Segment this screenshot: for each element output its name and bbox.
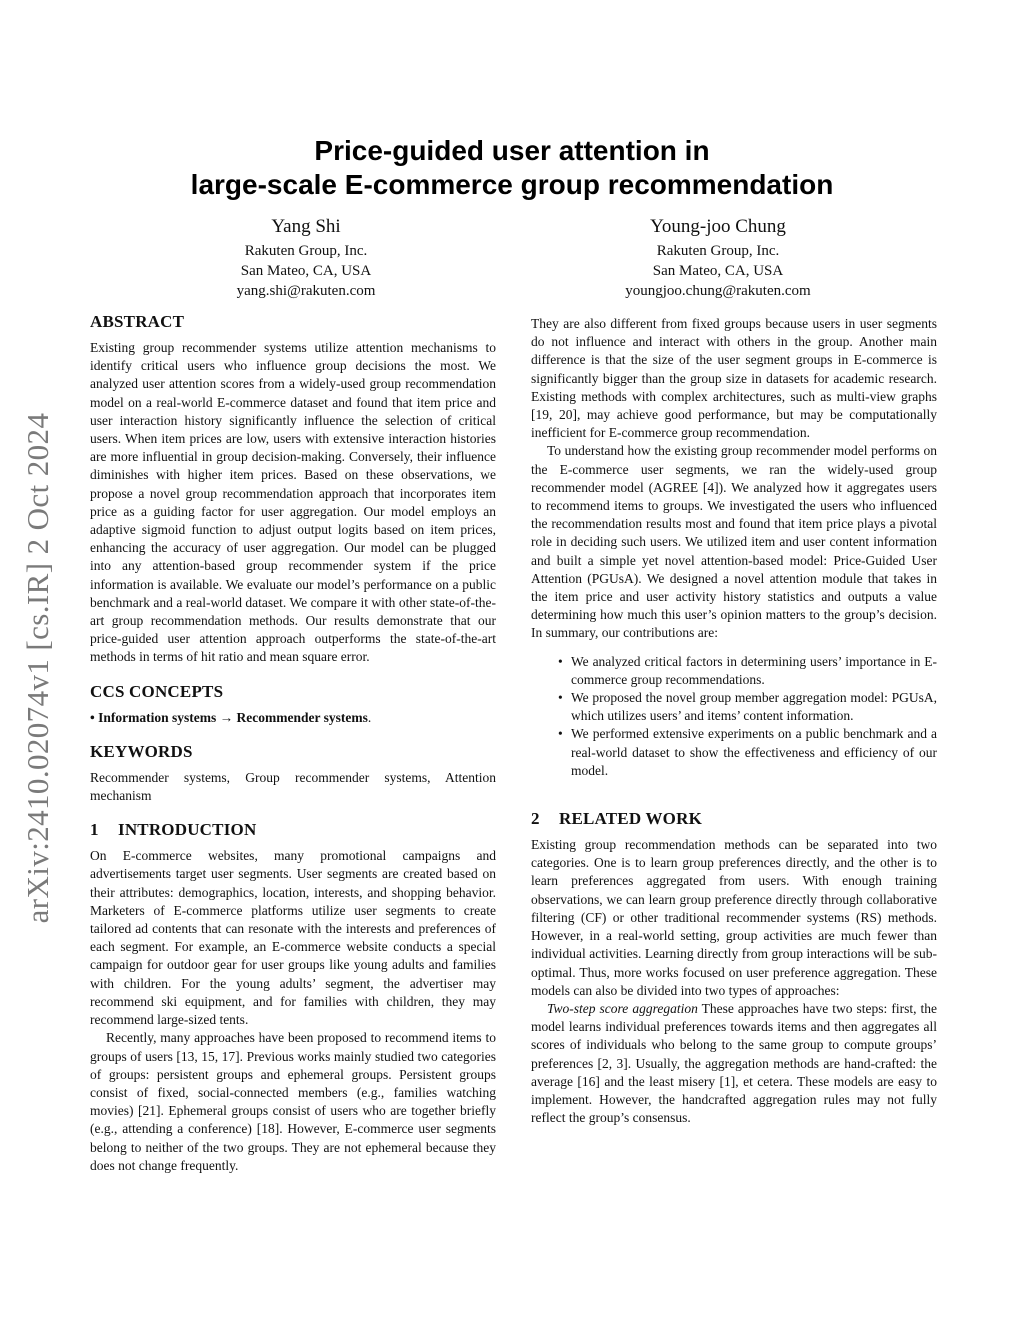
- author-email: yang.shi@rakuten.com: [236, 283, 376, 299]
- author-location: San Mateo, CA, USA: [652, 263, 784, 279]
- title-line-2: large-scale E-commerce group recommendation: [190, 169, 834, 200]
- keywords-text: Recommender systems, Group recommender systems, Attention mechanism: [90, 769, 496, 804]
- abstract-heading: ABSTRACT: [90, 312, 185, 331]
- ccs-concepts: • Information systems → Recommender systems.: [90, 709, 372, 725]
- intro-paragraph-2: Recently, many approaches have been proposed to recommend items to groups of users [13, 15, 17]. Previous works mainly studied two categories of groups: persistent groups and ephemeral groups. Persistent groups consist of fixed, social-connected members (e.g., families watching movies) [21]. Ephemeral groups consist of users who are together briefly (e.g., attending a conference) [18]. However, E-commerce user segments belong to neither of the two groups. They are not ephemeral because they does not change frequently.: [90, 1030, 496, 1173]
- arxiv-identifier: arXiv:2410.02074v1 [cs.IR] 2 Oct 2024: [20, 412, 55, 923]
- list-item: • We proposed the novel group member aggregation model: PGUsA, which utilizes users’ and items’ content information.: [531, 689, 937, 725]
- ccs-heading: CCS CONCEPTS: [90, 681, 224, 701]
- author-email: youngjoo.chung@rakuten.com: [625, 283, 811, 299]
- author-affiliation: Rakuten Group, Inc.: [244, 243, 368, 259]
- intro-paragraph-3: They are also different from fixed groups because users in user segments do not influence and interact with others in the group. Another main difference is that the size of the user segment groups in E-commerce is significantly bigger than the group size in datasets for academic research. Existing methods with complex architectures, such as multi-view graphs [19, 20], may achieve good performance, but may be computationally inefficient for E-commerce group recommendation.: [531, 316, 937, 441]
- author-name: Young-joo Chung: [650, 216, 786, 237]
- right-column: [531, 315, 937, 1127]
- keywords-heading: KEYWORDS: [90, 741, 193, 761]
- related-work-heading: 2 RELATED WORK: [531, 809, 702, 829]
- related-paragraph-2: Two-step score aggregation These approaches have two steps: first, the model learns individual preferences towards items and then aggregates all scores of individuals who belong to the same group to compute groups’ preferences [2, 3]. Usually, the aggregation methods are hand-crafted: the average [16] and the least misery [1], et cetera. These models are easy to implement. However, the handcrafted aggregation rules may not fully reflect the group’s consensus.: [531, 1000, 937, 1126]
- author-location: San Mateo, CA, USA: [240, 263, 372, 279]
- related-paragraph-1: Existing group recommendation methods can be separated into two categories. One is to learn group preferences directly, and the other is to learn preferences aggregated from users. With enough training observations, we can learn group preference directly through collaborative filtering (CF) or other traditional recommender systems (RS) methods. However, in a real-world setting, group activities are much fewer than individual activities. Learning directly from group interactions will be sub-optimal. Thus, more works focused on user preference aggregation. These models can also be divided into two types of approaches:: [531, 837, 937, 998]
- list-item: • We performed extensive experiments on a public benchmark and a real-world dataset to show the effectiveness and efficiency of our model.: [531, 725, 937, 780]
- author-affiliation: Rakuten Group, Inc.: [656, 243, 780, 259]
- title-line-1: Price-guided user attention in: [314, 135, 710, 166]
- list-item: • We analyzed critical factors in determining users’ importance in E-commerce group recommendations.: [531, 653, 937, 689]
- introduction-heading: 1 INTRODUCTION: [90, 820, 257, 840]
- author-block-2: [558, 214, 878, 301]
- left-column: [90, 311, 496, 1175]
- intro-paragraph-1: On E-commerce websites, many promotional campaigns and advertisements target user segments. User segments are created based on their attributes: demographics, location, interests, and shopping behavior. Marketers of E-commerce platforms utilize user segments to create tailored ad contents that can resonate with the interests and preferences of each segment. For example, an E-commerce website conducts a special campaign for outdoor gear for user groups like young adults and families with children. For the young adults’ segment, the advertiser may recommend ski equipment, and for families with children, they may recommend large-sized tents.: [90, 848, 496, 1028]
- author-name: Yang Shi: [271, 216, 341, 237]
- arxiv-sidebar: [8, 375, 68, 960]
- paper-title: [0, 134, 1024, 202]
- intro-paragraph-4: To understand how the existing group recommender model performs on the E-commerce user segments, we ran the widely-used group recommender model (AGREE [4]). We analyzed how it aggregates users to recommend items to groups. We investigated the users who influenced the recommendation results most and found that item price plays a pivotal role in deciding such users. We utilized item and user content information and built a simple yet novel attention-based model: Price-Guided User Attention (PGUsA). We designed a novel attention module that takes in the item price and user activity history statistics and outputs a value determining how much this user’s opinion matters to the group’s decision. In summary, our contributions are:: [531, 443, 937, 641]
- abstract-text: Existing group recommender systems utilize attention mechanisms to identify critical users who influence group decisions the most. We analyzed user attention scores from a widely-used group recommendation model on a real-world E-commerce dataset and found that item price and user interaction history significantly influence the selection of critical users. When item prices are low, users with extensive interaction histories are more influential in group decision-making. Conversely, their influence diminishes with higher item prices. Based on these observations, we propose a novel group recommendation approach that incorporates item price as a guiding factor for user aggregation. Our model employs an adaptive sigmoid function to adjust output logits based on item prices, enhancing the accuracy of user aggregation. Our model can be plugged into any attention-based group recommender system if the price information is available. We evaluate our model’s performance on a public benchmark and a real-world dataset. We compare it with other state-of-the-art group recommendation methods. Our results demonstrate that our price-guided user attention approach outperforms the state-of-the-art methods in terms of hit ratio and mean square error.: [90, 340, 496, 665]
- contributions-list: [531, 653, 937, 780]
- author-block-1: [146, 214, 466, 301]
